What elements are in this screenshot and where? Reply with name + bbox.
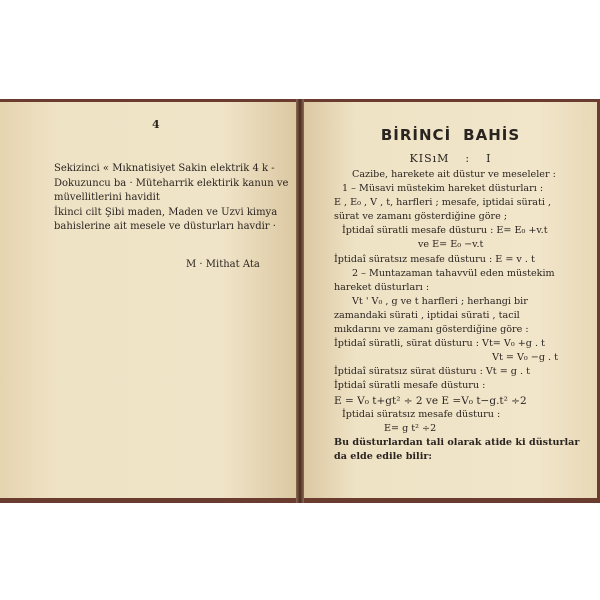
- text-line: 1 – Müsavi müstekim hareket düsturları :: [342, 183, 544, 195]
- open-book: [0, 99, 600, 503]
- formula-line: E= g t² ÷2: [384, 422, 437, 434]
- text-line: İptidaî süratli mesafe düsturu :: [334, 380, 486, 392]
- text-line: Bu düsturlardan tali olarak atide ki düsturlar: [334, 436, 580, 448]
- chapter-title-word: BİRİNCİ: [380, 126, 452, 144]
- section-label: KISıM: [409, 152, 450, 165]
- right-page: [304, 102, 597, 498]
- formula-line: İptidaî süratli mesafe düsturu : E= E₀ +v.t: [342, 225, 548, 237]
- text-line: zamandaki sürati , iptidai sürati , tacil: [334, 309, 520, 321]
- formula-line: İptidaî süratsız mesafe düsturu : E = v . t: [334, 253, 535, 265]
- chapter-title: [304, 126, 597, 144]
- right-page-text: [334, 168, 596, 464]
- formula-line: İptidaî süratsız sürat düsturu : Vt = g . t: [334, 366, 530, 378]
- section-separator: :: [465, 152, 471, 165]
- section-heading: [304, 152, 597, 165]
- author-signature: M · Mithat Ata: [186, 259, 260, 270]
- formula-line: ve E= E₀ −v.t: [418, 239, 484, 251]
- text-line: E , E₀ , V , t, harfleri ; mesafe, iptidai sürati ,: [334, 197, 552, 209]
- text-line: sürat ve zamanı gösterdiğine göre ;: [334, 211, 508, 223]
- text-line: Sekizinci « Mıknatisiyet Sakin elektrik 4 k -: [54, 163, 275, 174]
- left-page-text: [54, 162, 290, 235]
- text-line: Dokuzuncu ba · Müteharrik elektirik kanun ve: [54, 177, 289, 189]
- text-line: müvellitlerini havidit: [54, 192, 160, 203]
- text-line: bahislerine ait mesele ve düsturları havdir ·: [54, 221, 276, 232]
- text-line: da elde edile bilir:: [334, 450, 432, 462]
- left-page: [0, 102, 296, 498]
- text-line: İkinci cilt Şibi maden, Maden ve Uzvi kimya: [54, 206, 278, 218]
- text-line: mıkdarını ve zamanı gösterdiğine göre :: [334, 324, 529, 336]
- formula-line: Vt = V₀ −g . t: [492, 352, 558, 364]
- chapter-title-word: BAHİS: [463, 126, 521, 144]
- page-number: 4: [152, 118, 160, 131]
- formula-line: İptidaî süratli, sürat düsturu : Vt= V₀ +g . t: [334, 338, 545, 350]
- text-line: Vt ' V₀ , g ve t harfleri ; herhangi bir: [352, 295, 528, 307]
- text-line: 2 – Muntazaman tahavvül eden müstekim: [352, 267, 555, 279]
- text-line: Cazibe, harekete ait düstur ve meseleler :: [352, 169, 556, 180]
- formula-line: E = V₀ t+gt² ÷ 2 ve E =V₀ t−g.t² ÷2: [334, 394, 527, 407]
- book-gutter: [296, 99, 304, 503]
- section-number: I: [486, 152, 492, 165]
- text-line: hareket düsturları :: [334, 281, 430, 293]
- text-line: İptidai süratsız mesafe düsturu :: [342, 408, 501, 420]
